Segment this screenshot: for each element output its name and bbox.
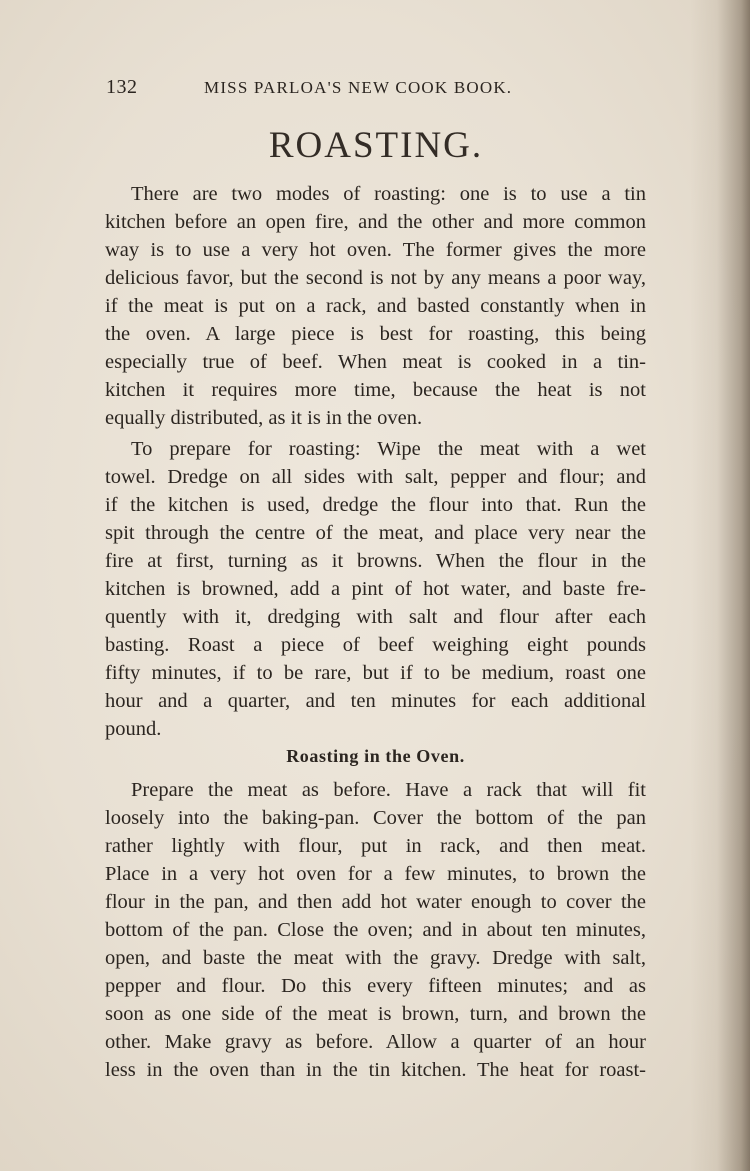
section-subheading: Roasting in the Oven. (286, 746, 465, 766)
body-text-line: kitchen it requires more time, because the heat is not (105, 379, 646, 401)
body-text-line: if the kitchen is used, dredge the flour into that. Run the (105, 494, 646, 516)
body-text-line: spit through the centre of the meat, and place very near the (105, 522, 646, 544)
body-text-line: basting. Roast a piece of beef weighing eight pounds (105, 634, 646, 656)
body-text-line: pepper and flour. Do this every fifteen minutes; and as (105, 975, 646, 997)
body-text-line: towel. Dredge on all sides with salt, pepper and flour; and (105, 466, 646, 488)
page-edge-shadow (690, 0, 750, 1171)
body-text-line: kitchen is browned, add a pint of hot water, and baste fre- (105, 578, 646, 600)
body-text-line: if the meat is put on a rack, and basted constantly when in (105, 295, 646, 317)
body-text-line: There are two modes of roasting: one is to use a tin (131, 183, 646, 205)
chapter-title: ROASTING. (268, 125, 484, 166)
body-text-line: equally distributed, as it is in the oven. (105, 407, 423, 429)
body-text-line: pound. (105, 718, 162, 740)
body-text-line: delicious favor, but the second is not by any means a poor way, (105, 267, 646, 289)
body-text-line: other. Make gravy as before. Allow a quarter of an hour (105, 1031, 646, 1053)
body-text-line: bottom of the pan. Close the oven; and in about ten minutes, (105, 919, 646, 941)
body-text-line: open, and baste the meat with the gravy. Dredge with salt, (105, 947, 646, 969)
body-text-line: kitchen before an open fire, and the other and more common (105, 211, 646, 233)
body-text-line: fire at first, turning as it browns. When the flour in the (105, 550, 646, 572)
body-text-line: way is to use a very hot oven. The former gives the more (105, 239, 646, 261)
running-head: MISS PARLOA'S NEW COOK BOOK. (204, 78, 513, 97)
body-text-line: Prepare the meat as before. Have a rack that will fit (131, 779, 646, 801)
body-text-line: quently with it, dredging with salt and flour after each (105, 606, 646, 628)
body-text-line: especially true of beef. When meat is cooked in a tin- (105, 351, 646, 373)
body-text-line: hour and a quarter, and ten minutes for each additional (105, 690, 646, 712)
body-text-line: soon as one side of the meat is brown, turn, and brown the (105, 1003, 646, 1025)
body-text-line: To prepare for roasting: Wipe the meat with a wet (131, 438, 646, 460)
body-text-line: the oven. A large piece is best for roasting, this being (105, 323, 646, 345)
page-header (106, 76, 558, 106)
body-text-line: less in the oven than in the tin kitchen. The heat for roast- (105, 1059, 646, 1081)
body-text-line: loosely into the baking-pan. Cover the bottom of the pan (105, 807, 646, 829)
page-number: 132 (106, 76, 138, 98)
body-text-line: rather lightly with flour, put in rack, and then meat. (105, 835, 646, 857)
body-text-line: fifty minutes, if to be rare, but if to be medium, roast one (105, 662, 646, 684)
body-text-line: Place in a very hot oven for a few minutes, to brown the (105, 863, 646, 885)
body-text-line: flour in the pan, and then add hot water enough to cover the (105, 891, 646, 913)
